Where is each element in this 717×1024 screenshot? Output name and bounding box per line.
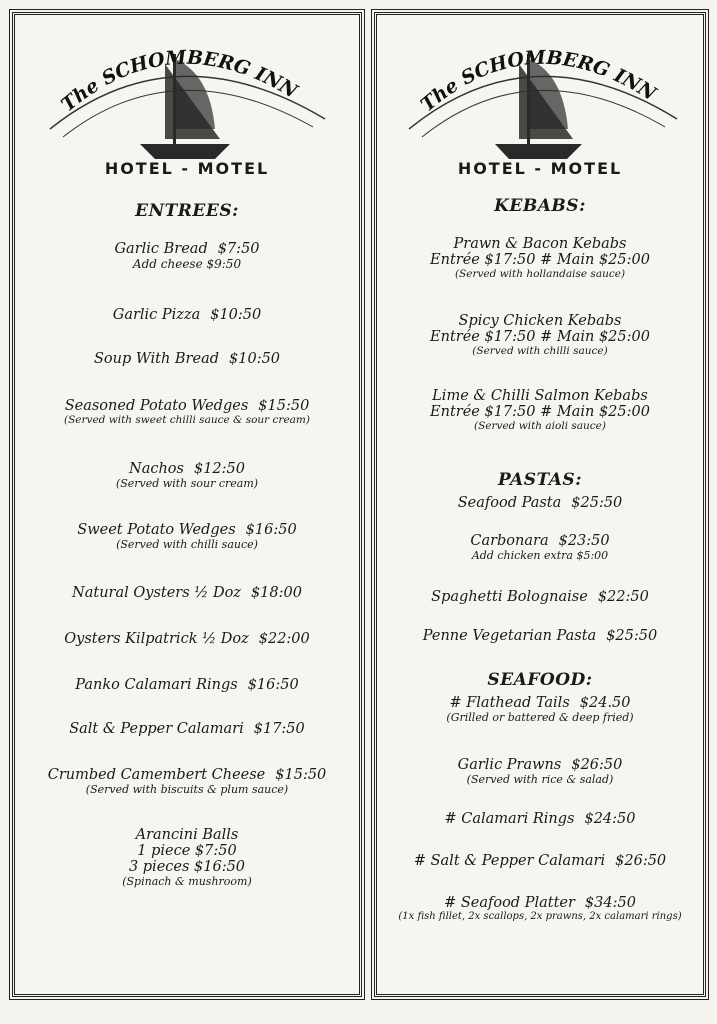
item-price: $12:50 bbox=[193, 461, 245, 477]
svg-text:The SCHOMBERG INN: The SCHOMBERG INN bbox=[57, 46, 302, 117]
item-price: $10:50 bbox=[229, 351, 281, 367]
item-name: Arancini Balls bbox=[135, 827, 239, 843]
menu-item bbox=[15, 307, 359, 323]
seafood-title: SEAFOOD: bbox=[487, 670, 593, 690]
svg-text:The SCHOMBERG INN: The SCHOMBERG INN bbox=[416, 46, 660, 117]
item-price-option: 3 pieces $16:50 bbox=[128, 859, 246, 875]
menu-item bbox=[377, 533, 703, 562]
menu-item bbox=[377, 313, 703, 357]
menu-item bbox=[15, 767, 359, 796]
item-name: Nachos bbox=[129, 461, 184, 477]
menu-item bbox=[377, 895, 703, 923]
menu-item bbox=[15, 241, 359, 271]
item-name: Natural Oysters ½ Doz bbox=[72, 585, 241, 601]
item-note: (Served with chilli sauce) bbox=[116, 538, 258, 551]
menu-item bbox=[15, 677, 359, 693]
item-note: (Served with rice & salad) bbox=[466, 773, 614, 786]
item-price-options: Entrée $17:50 # Main $25:00 bbox=[430, 329, 650, 345]
item-name: Panko Calamari Rings bbox=[75, 677, 238, 693]
item-price-options: Entrée $17:50 # Main $25:00 bbox=[430, 404, 650, 420]
item-name: Spaghetti Bolognaise bbox=[431, 589, 588, 605]
item-name: Oysters Kilpatrick ½ Doz bbox=[64, 631, 249, 647]
item-note: Add chicken extra $5:00 bbox=[471, 549, 609, 562]
item-note: (Served with aioli sauce) bbox=[474, 420, 606, 432]
menu-panel-right bbox=[374, 12, 706, 997]
item-price: $34:50 bbox=[584, 895, 636, 911]
hotel-motel-subtitle: HOTEL - MOTEL bbox=[104, 159, 270, 178]
item-note: (Grilled or battered & deep fried) bbox=[446, 711, 634, 724]
menu-item bbox=[15, 827, 359, 888]
item-note: (Served with chilli sauce) bbox=[472, 345, 608, 357]
item-name: # Seafood Platter bbox=[444, 895, 575, 911]
item-name: # Calamari Rings bbox=[444, 811, 575, 827]
item-name: # Salt & Pepper Calamari bbox=[413, 853, 606, 869]
menu-item bbox=[377, 589, 703, 605]
ship-logo-icon bbox=[377, 19, 703, 159]
item-name: Sweet Potato Wedges bbox=[77, 522, 236, 538]
menu-item bbox=[15, 351, 359, 367]
item-name: # Flathead Tails bbox=[449, 695, 570, 711]
item-price: $17:50 bbox=[253, 721, 305, 737]
item-price: $26:50 bbox=[615, 853, 667, 869]
item-note: (Spinach & mushroom) bbox=[122, 875, 252, 888]
item-price: $22:00 bbox=[258, 631, 310, 647]
item-price: $24.50 bbox=[579, 695, 631, 711]
item-name: Salt & Pepper Calamari bbox=[69, 721, 244, 737]
menu-item bbox=[15, 721, 359, 737]
menu-item bbox=[377, 628, 703, 644]
item-price-options: Entrée $17:50 # Main $25:00 bbox=[430, 252, 650, 268]
ship-logo-icon bbox=[15, 19, 359, 159]
menu-item bbox=[15, 522, 359, 551]
item-name: Lime & Chilli Salmon Kebabs bbox=[432, 388, 648, 404]
item-name: Garlic Prawns bbox=[457, 757, 562, 773]
menu-item bbox=[377, 853, 703, 869]
item-price: $23:50 bbox=[558, 533, 610, 549]
item-price: $18:00 bbox=[250, 585, 302, 601]
menu-item bbox=[377, 236, 703, 280]
kebabs-title: KEBABS: bbox=[494, 196, 586, 216]
menu-item bbox=[377, 388, 703, 432]
hotel-motel-subtitle: HOTEL - MOTEL bbox=[457, 159, 623, 178]
item-name: Prawn & Bacon Kebabs bbox=[453, 236, 627, 252]
item-price: $15:50 bbox=[275, 767, 327, 783]
item-price: $16:50 bbox=[247, 677, 299, 693]
item-name: Garlic Bread bbox=[114, 241, 208, 257]
item-note: (Served with hollandaise sauce) bbox=[454, 268, 626, 280]
item-price: $10:50 bbox=[210, 307, 262, 323]
item-price: $7:50 bbox=[217, 241, 260, 257]
menu-item bbox=[377, 757, 703, 786]
item-price: $24:50 bbox=[584, 811, 636, 827]
item-note: (1x fish fillet, 2x scallops, 2x prawns, 2x calamari rings) bbox=[398, 911, 682, 922]
item-name: Soup With Bread bbox=[93, 351, 220, 367]
menu-item bbox=[377, 695, 703, 724]
pastas-title: PASTAS: bbox=[498, 470, 582, 490]
item-price: $25:50 bbox=[606, 628, 658, 644]
item-price-option: 1 piece $7:50 bbox=[137, 843, 237, 859]
menu-item bbox=[15, 585, 359, 601]
item-price: $25:50 bbox=[571, 495, 623, 511]
inn-logo bbox=[15, 19, 359, 159]
item-price: $26:50 bbox=[571, 757, 623, 773]
item-note: (Served with biscuits & plum sauce) bbox=[85, 783, 289, 796]
menu-item bbox=[377, 811, 703, 827]
item-name: Seasoned Potato Wedges bbox=[64, 398, 249, 414]
item-name: Carbonara bbox=[470, 533, 549, 549]
item-price: $22:50 bbox=[597, 589, 649, 605]
item-name: Seafood Pasta bbox=[457, 495, 562, 511]
item-note: (Served with sour cream) bbox=[115, 477, 259, 490]
item-price: $16:50 bbox=[245, 522, 297, 538]
entrees-title: ENTREES: bbox=[135, 201, 239, 221]
inn-logo bbox=[377, 19, 703, 159]
menu-item bbox=[15, 631, 359, 647]
menu-panel-left bbox=[12, 12, 362, 997]
menu-item bbox=[377, 495, 703, 511]
item-note: Add cheese $9:50 bbox=[132, 257, 242, 271]
item-price: $15:50 bbox=[258, 398, 310, 414]
item-name: Crumbed Camembert Cheese bbox=[47, 767, 266, 783]
item-name: Garlic Pizza bbox=[112, 307, 201, 323]
item-name: Spicy Chicken Kebabs bbox=[458, 313, 622, 329]
item-note: (Served with sweet chilli sauce & sour cream) bbox=[64, 414, 310, 426]
menu-item bbox=[15, 461, 359, 490]
item-name: Penne Vegetarian Pasta bbox=[422, 628, 597, 644]
menu-item bbox=[15, 398, 359, 426]
